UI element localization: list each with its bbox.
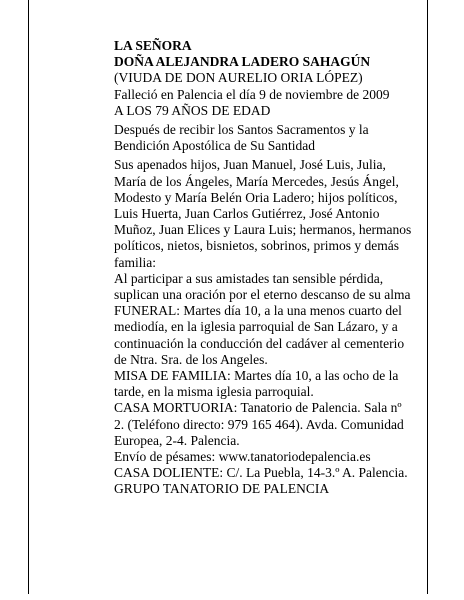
family-line: políticos, nietos, bisnietos, sobrinos, primos y demás (114, 238, 399, 254)
group-line: GRUPO TANATORIO DE PALENCIA (114, 481, 330, 497)
family-mass-line: tarde, en la misma iglesia parroquial. (114, 384, 314, 400)
request-line: suplican una oración por el eterno descanso de su alma (114, 287, 411, 303)
funeral-line: FUNERAL: Martes día 10, a la una menos cuarto del (114, 303, 402, 319)
family-home-line: CASA DOLIENTE: C/. La Puebla, 14-3.º A. Palencia. (114, 465, 408, 481)
family-mass-line: MISA DE FAMILIA: Martes día 10, a las ocho de la (114, 368, 399, 384)
death-line: Falleció en Palencia el día 9 de noviembre de 2009 (114, 86, 390, 102)
sacraments-line: Bendición Apostólica de Su Santidad (114, 138, 315, 154)
obituary-notice (114, 38, 414, 498)
funeral-home-line: 2. (Teléfono directo: 979 165 464). Avda. Comunidad (114, 416, 404, 432)
age-line: A LOS 79 AÑOS DE EDAD (114, 102, 271, 118)
family-line: Sus apenados hijos, Juan Manuel, José Luis, Julia, (114, 157, 386, 173)
family-line: Luis Huerta, Juan Carlos Gutiérrez, José Antonio (114, 206, 380, 222)
widow-of-line: (VIUDA DE DON AURELIO ORIA LÓPEZ) (114, 70, 363, 86)
family-line: Muñoz, Juan Elices y Laura Luis; hermanos, hermanos (114, 222, 412, 238)
notice-heading: LA SEÑORA (114, 38, 192, 53)
funeral-line: de Ntra. Sra. de los Angeles. (114, 351, 268, 367)
family-line: familia: (114, 254, 156, 270)
funeral-home-line: Europea, 2-4. Palencia. (114, 432, 240, 448)
funeral-line: continuación la conducción del cadáver al cementerio (114, 335, 405, 351)
funeral-home-line: CASA MORTUORIA: Tanatorio de Palencia. Sala nº (114, 400, 402, 416)
request-line: Al participar a sus amistades tan sensible pérdida, (114, 270, 384, 286)
sacraments-line: Después de recibir los Santos Sacramentos y la (114, 122, 369, 138)
funeral-line: mediodía, en la iglesia parroquial de San Lázaro, y a (114, 319, 398, 335)
condolences-line: Envío de pésames: www.tanatoriodepalencia.es (114, 449, 371, 465)
family-line: María de los Ángeles, María Mercedes, Jesús Ángel, (114, 173, 399, 189)
family-line: Modesto y María Belén Oria Ladero; hijos políticos, (114, 189, 398, 205)
deceased-name: DOÑA ALEJANDRA LADERO SAHAGÚN (114, 54, 371, 70)
